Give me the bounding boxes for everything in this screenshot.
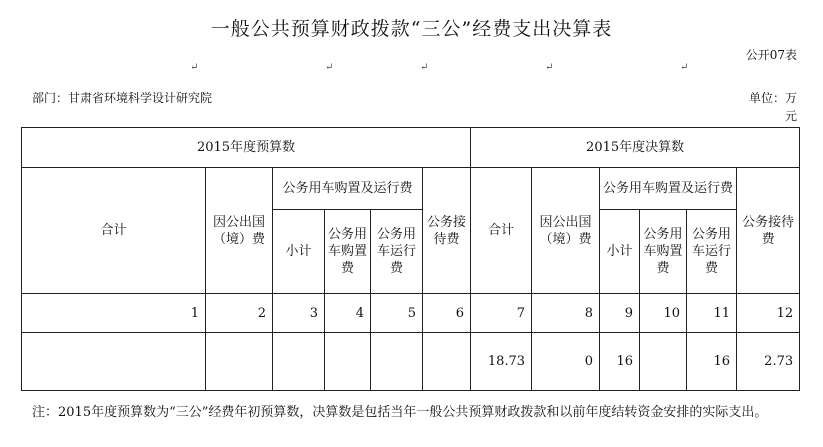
table-number: 公开07表 bbox=[745, 48, 797, 62]
column-number: 6 bbox=[423, 294, 471, 333]
value-final-abroad: 0 bbox=[532, 333, 600, 391]
column-number: 7 bbox=[471, 294, 532, 333]
paragraph-mark-icon: ↵ bbox=[325, 62, 334, 73]
column-number: 1 bbox=[22, 294, 206, 333]
final-abroad-header: 因公出国（境）费 bbox=[532, 168, 600, 294]
expenditure-table bbox=[21, 127, 800, 391]
final-header: 2015年度决算数 bbox=[471, 128, 800, 168]
final-subtotal-header: 小计 bbox=[600, 210, 640, 294]
budget-reception-header: 公务接待费 bbox=[423, 168, 471, 294]
column-number: 3 bbox=[273, 294, 325, 333]
budget-abroad-header: 因公出国（境）费 bbox=[206, 168, 273, 294]
paragraph-mark-icon: ↵ bbox=[420, 62, 429, 73]
unit-label: 单位：万元 bbox=[748, 91, 797, 123]
budget-purchase-header: 公务用车购置费 bbox=[325, 210, 371, 294]
value-final-operation: 16 bbox=[687, 333, 737, 391]
value-final-total: 18.73 bbox=[471, 333, 532, 391]
budget-operation-header: 公务用车运行费 bbox=[371, 210, 423, 294]
value-budget-subtotal bbox=[273, 333, 325, 391]
column-number: 2 bbox=[206, 294, 273, 333]
value-final-reception: 2.73 bbox=[737, 333, 800, 391]
paragraph-mark-icon: ↵ bbox=[680, 62, 689, 73]
paragraph-mark-icon: ↵ bbox=[545, 62, 554, 73]
footnote: 注：2015年度预算数为“三公”经费年初预算数，决算数是包括当年一般公共预算财政拨款和以前年度结转资金安排的实际支出。 bbox=[32, 405, 768, 420]
paragraph-mark-icon: ↵ bbox=[190, 62, 199, 73]
budget-header: 2015年度预算数 bbox=[22, 128, 471, 168]
budget-total-header: 合计 bbox=[22, 168, 206, 294]
value-budget-purchase bbox=[325, 333, 371, 391]
value-final-purchase bbox=[640, 333, 687, 391]
column-number: 5 bbox=[371, 294, 423, 333]
final-reception-header: 公务接待费 bbox=[737, 168, 800, 294]
final-total-header: 合计 bbox=[471, 168, 532, 294]
column-number: 9 bbox=[600, 294, 640, 333]
budget-vehicle-header: 公务用车购置及运行费 bbox=[273, 168, 423, 210]
final-operation-header: 公务用车运行费 bbox=[687, 210, 737, 294]
value-budget-total bbox=[22, 333, 206, 391]
value-final-subtotal: 16 bbox=[600, 333, 640, 391]
column-number: 10 bbox=[640, 294, 687, 333]
value-budget-operation bbox=[371, 333, 423, 391]
column-number: 11 bbox=[687, 294, 737, 333]
value-budget-reception bbox=[423, 333, 471, 391]
value-budget-abroad bbox=[206, 333, 273, 391]
column-number: 4 bbox=[325, 294, 371, 333]
department-label: 部门：甘肃省环境科学设计研究院 bbox=[32, 91, 213, 105]
page-title: 一般公共预算财政拨款“三公”经费支出决算表 bbox=[210, 18, 613, 40]
final-vehicle-header: 公务用车购置及运行费 bbox=[600, 168, 737, 210]
budget-subtotal-header: 小计 bbox=[273, 210, 325, 294]
column-number: 12 bbox=[737, 294, 800, 333]
column-number: 8 bbox=[532, 294, 600, 333]
final-purchase-header: 公务用车购置费 bbox=[640, 210, 687, 294]
